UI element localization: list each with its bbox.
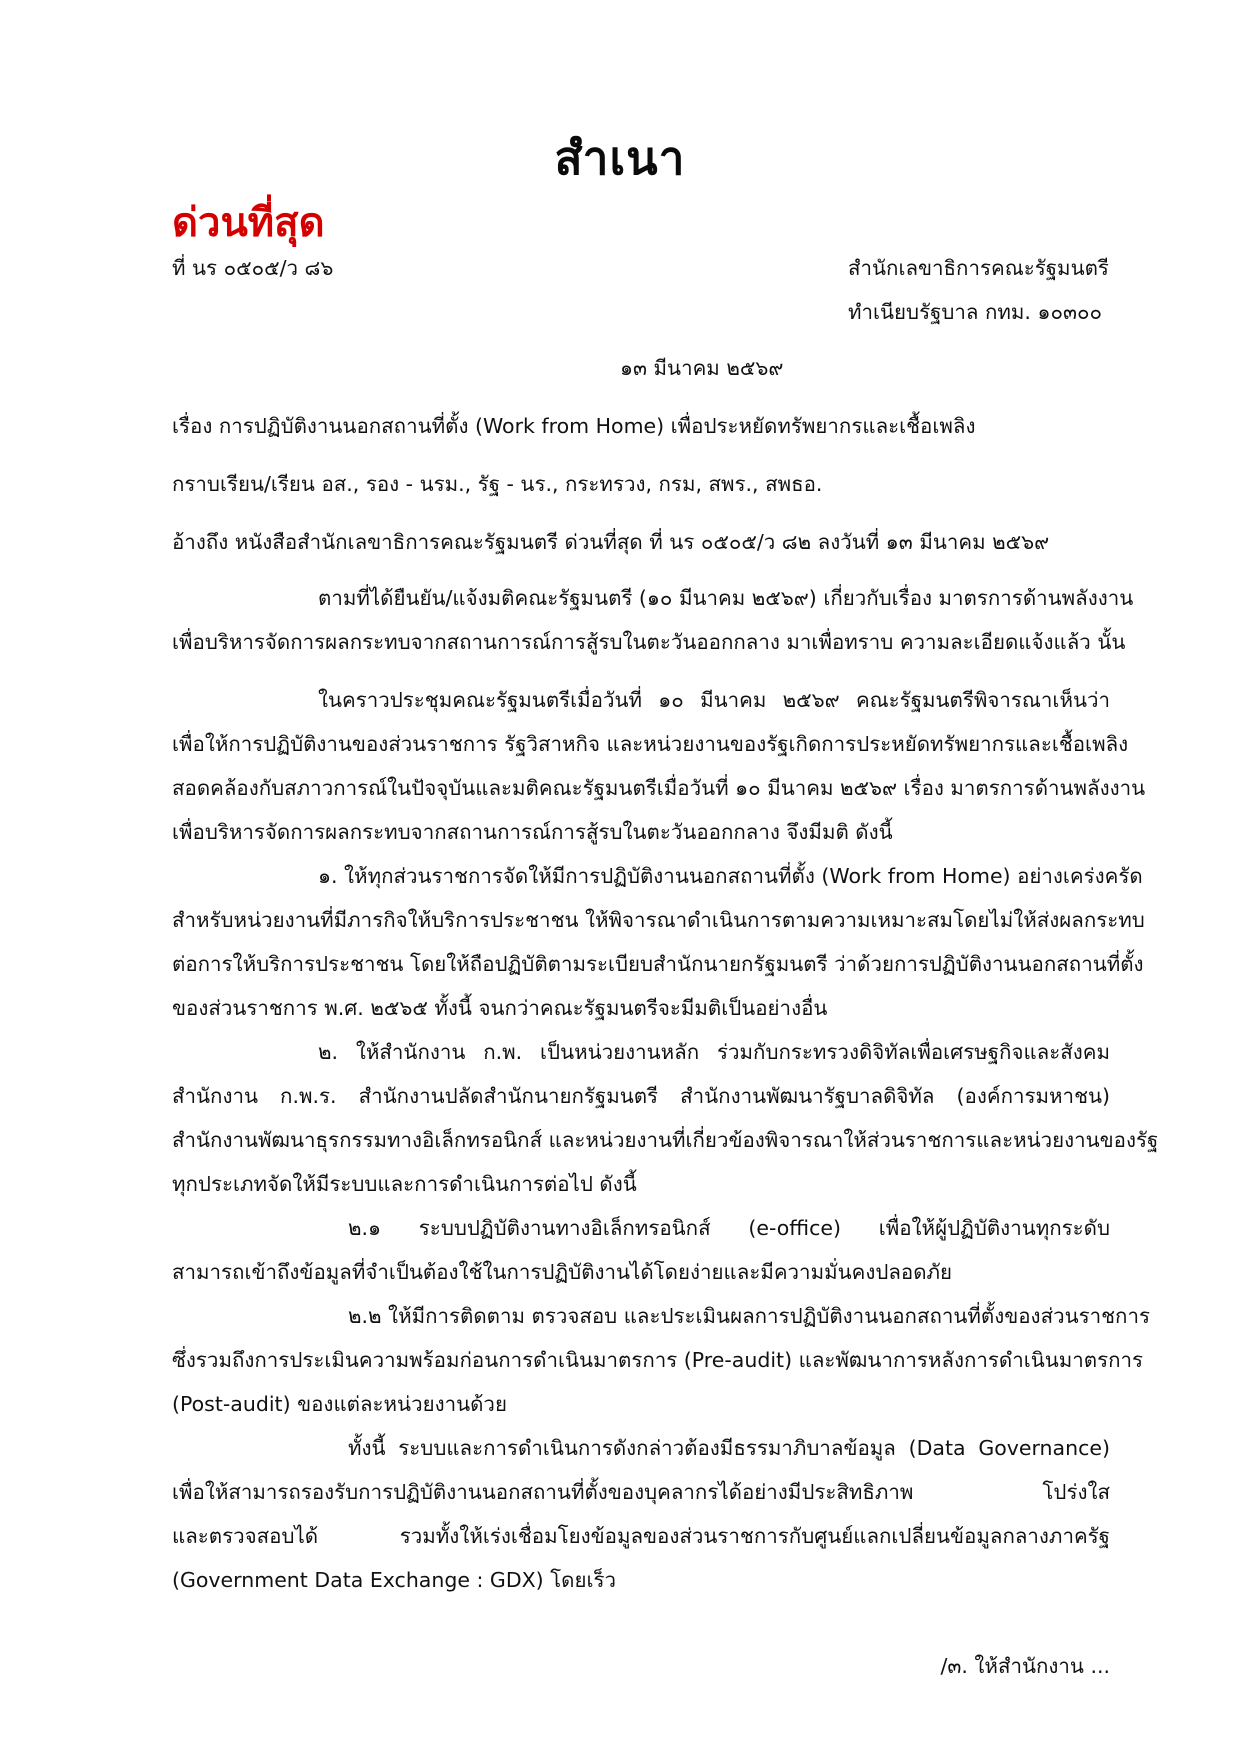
governance-line: เพื่อให้สามารถรองรับการปฏิบัติงานนอกสถานที่ตั้งของบุคลากรได้อย่างมีประสิทธิภาพ โปร่งใส xyxy=(172,1480,1110,1504)
item-2-line: สำนักงาน ก.พ.ร. สำนักงานปลัดสำนักนายกรัฐมนตรี สำนักงานพัฒนารัฐบาลดิจิทัล (องค์การมหาชน) xyxy=(172,1084,1110,1108)
governance-line: และตรวจสอบได้ รวมทั้งให้เร่งเชื่อมโยงข้อมูลของส่วนราชการกับศูนย์แลกเปลี่ยนข้อมูลกลางภาครัฐ xyxy=(172,1524,1110,1548)
copy-stamp: สำเนา xyxy=(554,131,686,185)
paragraph-2-line: เพื่อบริหารจัดการผลกระทบจากสถานการณ์การสู้รบในตะวันออกกลาง จึงมีมติ ดังนี้ xyxy=(172,820,893,844)
item-2-line: ทุกประเภทจัดให้มีระบบและการดำเนินการต่อไป ดังนี้ xyxy=(172,1172,637,1196)
item-1-line: สำหรับหน่วยงานที่มีภารกิจให้บริการประชาชน ให้พิจารณาดำเนินการตามความเหมาะสมโดยไม่ให้ส่งผลกระทบ xyxy=(172,908,1145,932)
paragraph-2-line: เพื่อให้การปฏิบัติงานของส่วนราชการ รัฐวิสาหกิจ และหน่วยงานของรัฐเกิดการประหยัดทรัพยากรและเชื้อเพลิง xyxy=(172,732,1129,756)
document-date: ๑๓ มีนาคม ๒๕๖๙ xyxy=(620,356,784,380)
item-2-2-line: ๒.๒ ให้มีการติดตาม ตรวจสอบ และประเมินผลการปฏิบัติงานนอกสถานที่ตั้งของส่วนราชการ xyxy=(348,1304,1150,1328)
item-2-2-line: ซึ่งรวมถึงการประเมินความพร้อมก่อนการดำเนินมาตรการ (Pre-audit) และพัฒนาการหลังการดำเนินมาตรการ xyxy=(172,1348,1144,1372)
item-1-line: ๑. ให้ทุกส่วนราชการจัดให้มีการปฏิบัติงานนอกสถานที่ตั้ง (Work from Home) อย่างเคร่งครัด xyxy=(318,864,1143,888)
item-2-line: สำนักงานพัฒนาธุรกรรมทางอิเล็กทรอนิกส์ และหน่วยงานที่เกี่ยวข้องพิจารณาให้ส่วนราชการและหน่วยงานของรัฐ xyxy=(172,1128,1159,1152)
governance-line: (Government Data Exchange : GDX) โดยเร็ว xyxy=(172,1568,617,1592)
continuation-marker: /๓. ให้สำนักงาน ... xyxy=(940,1654,1110,1678)
urgency-label: ด่วนที่สุด xyxy=(172,200,325,246)
item-2-1-line: ๒.๑ ระบบปฏิบัติงานทางอิเล็กทรอนิกส์ (e-office) เพื่อให้ผู้ปฏิบัติงานทุกระดับ xyxy=(348,1216,1110,1240)
paragraph-2-line: ในคราวประชุมคณะรัฐมนตรีเมื่อวันที่ ๑๐ มีนาคม ๒๕๖๙ คณะรัฐมนตรีพิจารณาเห็นว่า xyxy=(318,688,1110,712)
governance-line: ทั้งนี้ ระบบและการดำเนินการดังกล่าวต้องมีธรรมาภิบาลข้อมูล (Data Governance) xyxy=(348,1436,1110,1460)
item-2-2-line: (Post-audit) ของแต่ละหน่วยงานด้วย xyxy=(172,1392,507,1416)
reference-line: อ้างถึง หนังสือสำนักเลขาธิการคณะรัฐมนตรี ด่วนที่สุด ที่ นร ๐๕๐๕/ว ๘๒ ลงวันที่ ๑๓ มีนาคม ๒๕๖๙ xyxy=(172,530,1050,554)
paragraph-1-line: ตามที่ได้ยืนยัน/แจ้งมติคณะรัฐมนตรี (๑๐ มีนาคม ๒๕๖๙) เกี่ยวกับเรื่อง มาตรการด้านพลังงาน xyxy=(318,586,1134,610)
item-1-line: ของส่วนราชการ พ.ศ. ๒๕๖๕ ทั้งนี้ จนกว่าคณะรัฐมนตรีจะมีมติเป็นอย่างอื่น xyxy=(172,996,828,1020)
paragraph-2-line: สอดคล้องกับสภาวการณ์ในปัจจุบันและมติคณะรัฐมนตรีเมื่อวันที่ ๑๐ มีนาคม ๒๕๖๙ เรื่อง มาตรการด้านพลังงาน xyxy=(172,776,1146,800)
paragraph-1-line: เพื่อบริหารจัดการผลกระทบจากสถานการณ์การสู้รบในตะวันออกกลาง มาเพื่อทราบ ความละเอียดแจ้งแล้ว นั้น xyxy=(172,630,1126,654)
document-number: ที่ นร ๐๕๐๕/ว ๘๖ xyxy=(172,256,334,280)
subject-line: เรื่อง การปฏิบัติงานนอกสถานที่ตั้ง (Work from Home) เพื่อประหยัดทรัพยากรและเชื้อเพลิง xyxy=(172,414,976,438)
item-2-1-line: สามารถเข้าถึงข้อมูลที่จำเป็นต้องใช้ในการปฏิบัติงานได้โดยง่ายและมีความมั่นคงปลอดภัย xyxy=(172,1260,953,1284)
recipients-line: กราบเรียน/เรียน อส., รอง - นรม., รัฐ - นร., กระทรวง, กรม, สพร., สพธอ. xyxy=(172,472,823,496)
item-2-line: ๒. ให้สำนักงาน ก.พ. เป็นหน่วยงานหลัก ร่วมกับกระทรวงดิจิทัลเพื่อเศรษฐกิจและสังคม xyxy=(318,1040,1110,1064)
issuing-office: สำนักเลขาธิการคณะรัฐมนตรี xyxy=(848,256,1109,280)
item-1-line: ต่อการให้บริการประชาชน โดยให้ถือปฏิบัติตามระเบียบสำนักนายกรัฐมนตรี ว่าด้วยการปฏิบัติงานนอกสถานที่ตั้ง xyxy=(172,952,1144,976)
office-address: ทำเนียบรัฐบาล กทม. ๑๐๓๐๐ xyxy=(848,300,1103,324)
